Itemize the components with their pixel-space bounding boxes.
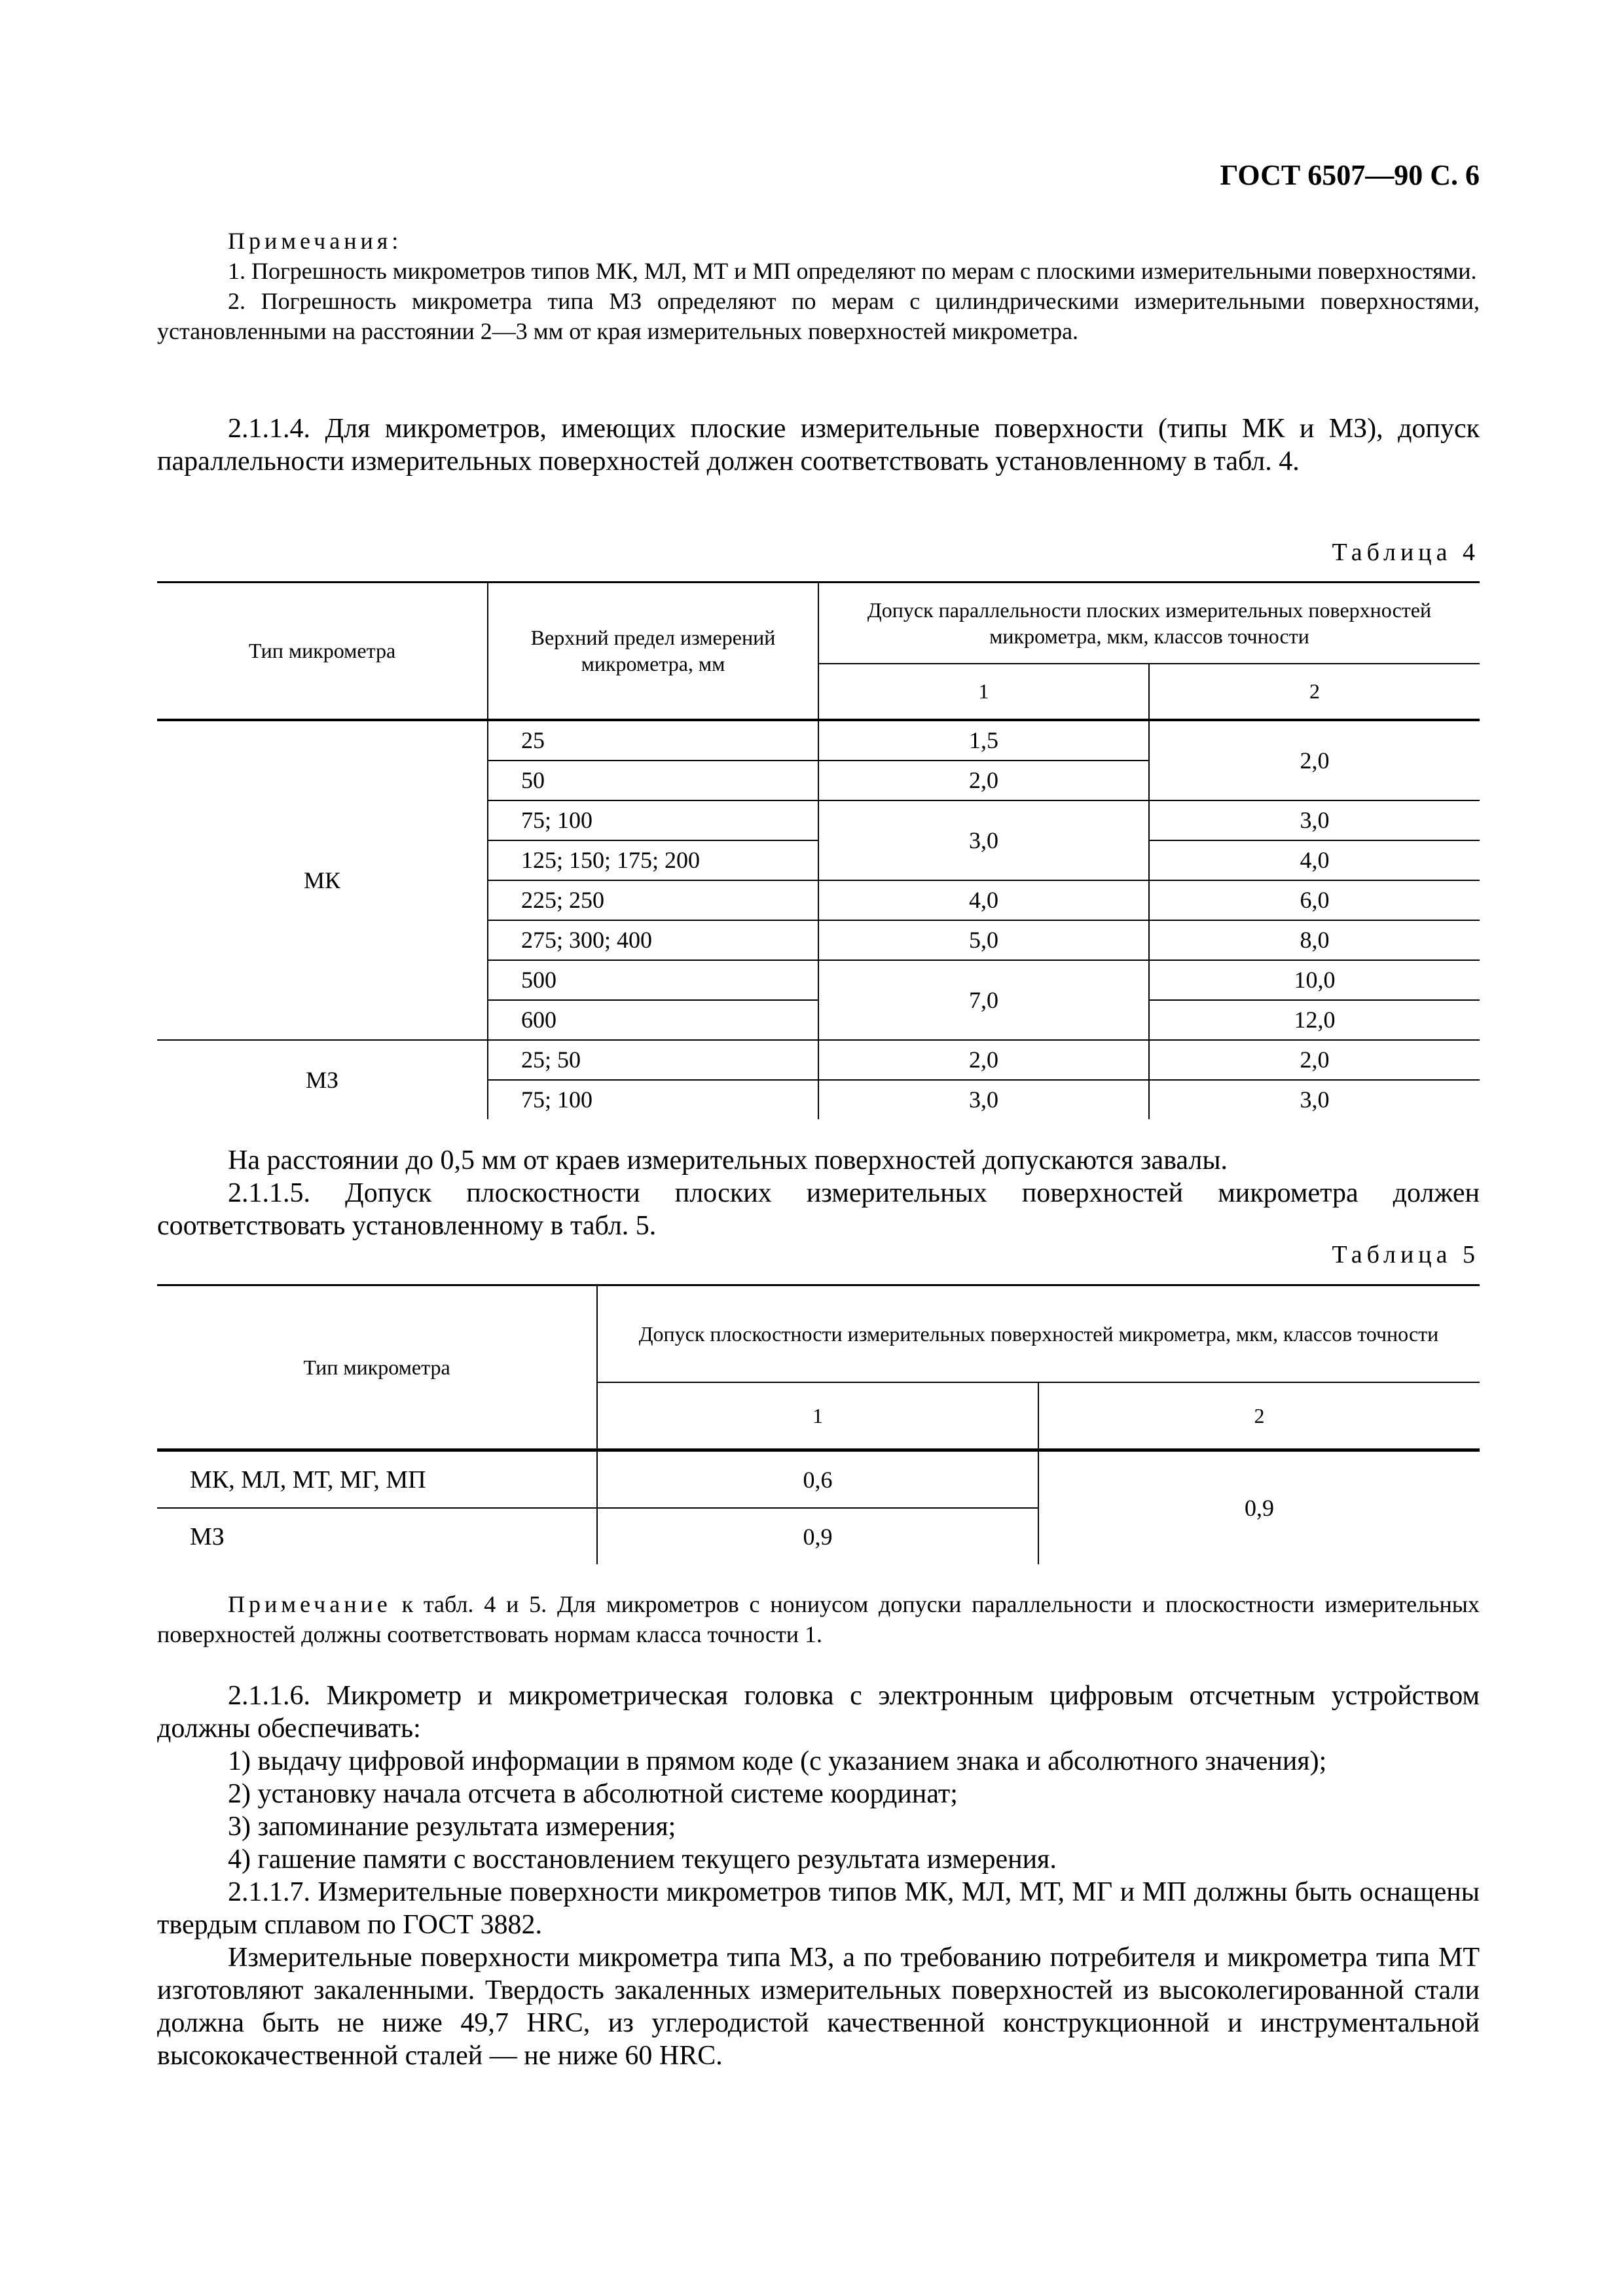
table-cell: 6,0 <box>1149 880 1480 920</box>
table-cell: 5,0 <box>818 920 1149 960</box>
table-cell: 3,0 <box>1149 800 1480 840</box>
table-cell: 4,0 <box>1149 840 1480 880</box>
table-cell: 0,6 <box>597 1450 1038 1509</box>
table-4-header-class-2: 2 <box>1149 664 1480 720</box>
table-5-header-class-1: 1 <box>597 1382 1038 1450</box>
table-cell: 10,0 <box>1149 960 1480 1000</box>
table-cell: 4,0 <box>818 880 1149 920</box>
table-cell: 225; 250 <box>488 880 818 920</box>
paragraph-2-1-1-6: 2.1.1.6. Микрометр и микрометрическая головка с электронным цифровым отсчетным устройством должны обеспечивать: <box>157 1681 1480 1744</box>
table-cell: 125; 150; 175; 200 <box>488 840 818 880</box>
table-cell: 3,0 <box>818 800 1149 880</box>
table-5-caption: Таблица 5 <box>1332 1241 1480 1268</box>
table-cell: 0,9 <box>597 1508 1038 1564</box>
page-header: ГОСТ 6507—90 С. 6 <box>1220 159 1480 191</box>
table-5-header-type: Тип микрометра <box>157 1285 597 1450</box>
table-cell: 2,0 <box>818 761 1149 800</box>
note-text: к табл. 4 и 5. Для микрометров с нониусом допуски параллельности и плоскостности измерительных поверхностей должны соответствовать нормам класса точности 1. <box>157 1591 1480 1647</box>
table-cell: 500 <box>488 960 818 1000</box>
paragraph-2-1-1-7: 2.1.1.7. Измерительные поверхности микрометров типов МК, МЛ, МТ, МГ и МП должны быть оснащены твердым сплавом по ГОСТ 3882. <box>157 1877 1480 1940</box>
table-cell: 50 <box>488 761 818 800</box>
table-cell: 275; 300; 400 <box>488 920 818 960</box>
table-5-header-class-2: 2 <box>1038 1382 1480 1450</box>
table-cell: 2,0 <box>818 1040 1149 1080</box>
paragraph-2-1-1-4: 2.1.1.4. Для микрометров, имеющих плоские измерительные поверхности (типы МК и МЗ), допуск параллельности измерительных поверхностей должен соответствовать установленному в табл. 4. <box>157 414 1480 476</box>
table-4-type-mk: МК <box>303 867 341 893</box>
table-4-header-limit: Верхний предел измерений микрометра, мм <box>488 583 818 720</box>
table-4 <box>157 581 1480 1119</box>
paragraph-2-1-1-5: 2.1.1.5. Допуск плоскостности плоских измерительных поверхностей микрометра должен соответствовать установленному в табл. 5. <box>157 1178 1480 1241</box>
list-item: 1) выдачу цифровой информации в прямом коде (с указанием знака и абсолютного значения); <box>228 1746 1327 1776</box>
table-4-header-class-1: 1 <box>818 664 1149 720</box>
table-cell: 25 <box>488 720 818 761</box>
table-cell: 75; 100 <box>488 1080 818 1119</box>
requirements-list <box>228 1745 1326 1876</box>
table-cell: 1,5 <box>818 720 1149 761</box>
table-4-header-tolerance: Допуск параллельности плоских измерительных поверхностей микрометра, мкм, классов точности <box>818 583 1480 664</box>
paragraph-hardness: Измерительные поверхности микрометра типа МЗ, а по требованию потребителя и микрометра типа МТ изготовляют закаленными. Твердость закаленных измерительных поверхностей из высоколегированной стали должна быть не ниже 49,7 HRC, из углеродистой качественной конструкционной и инструментальной высококачественной сталей — не ниже 60 HRC. <box>157 1943 1480 2071</box>
table-cell: 2,0 <box>1149 720 1480 800</box>
table-5-header-tolerance: Допуск плоскостности измерительных поверхностей микрометра, мкм, классов точности <box>597 1285 1480 1382</box>
table-4-caption: Таблица 4 <box>1332 539 1480 566</box>
table-cell: 12,0 <box>1149 1000 1480 1040</box>
table-5 <box>157 1284 1480 1564</box>
table-cell: 0,9 <box>1038 1450 1480 1565</box>
table-4-header-type: Тип микрометра <box>157 583 488 720</box>
note-label: Примечание <box>228 1591 392 1617</box>
table-cell: 2,0 <box>1149 1040 1480 1080</box>
table-cell: МЗ <box>157 1508 597 1564</box>
table-cell: 7,0 <box>818 960 1149 1040</box>
paragraph-zavaly: На расстоянии до 0,5 мм от краев измерительных поверхностей допускаются завалы. <box>228 1145 1228 1175</box>
table-cell: 75; 100 <box>488 800 818 840</box>
notes-title: Примечания: <box>228 228 403 254</box>
list-item: 3) запоминание результата измерения; <box>228 1812 676 1842</box>
note-2: 2. Погрешность микрометра типа МЗ определяют по мерам с цилиндрическими измерительными поверхностями, установленными на расстоянии 2—3 мм от края измерительных поверхностей микрометра. <box>157 288 1480 344</box>
notes-block <box>157 226 1480 346</box>
note-tables-4-5 <box>157 1589 1480 1649</box>
note-1: 1. Погрешность микрометров типов МК, МЛ, МТ и МП определяют по мерам с плоскими измерительными поверхностями. <box>228 258 1477 284</box>
table-cell: 3,0 <box>818 1080 1149 1119</box>
table-cell: 600 <box>488 1000 818 1040</box>
list-item: 4) гашение памяти с восстановлением текущего результата измерения. <box>228 1844 1057 1874</box>
table-4-type-mz: МЗ <box>305 1066 339 1093</box>
table-cell: МК, МЛ, МТ, МГ, МП <box>190 1465 426 1494</box>
table-cell: 3,0 <box>1149 1080 1480 1119</box>
table-cell: 25; 50 <box>488 1040 818 1080</box>
list-item: 2) установку начала отсчета в абсолютной системе координат; <box>228 1779 958 1809</box>
table-cell: 8,0 <box>1149 920 1480 960</box>
document-page <box>157 0 1480 2296</box>
